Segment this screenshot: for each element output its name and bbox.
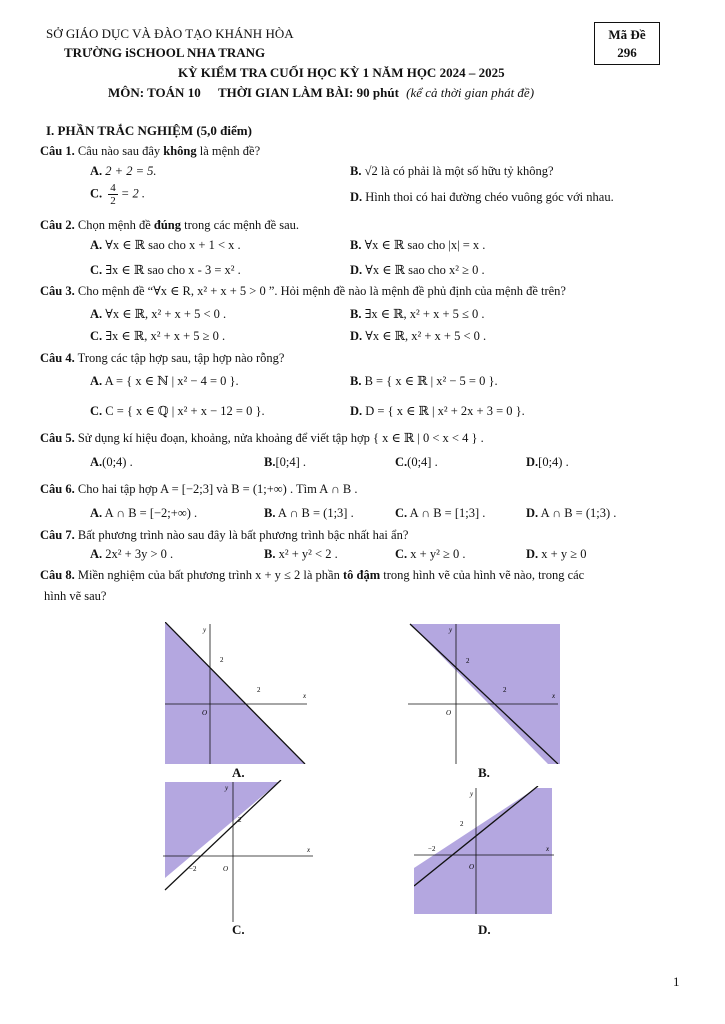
option-text: ∃x ∈ ℝ sao cho x - 3 = x² . [105,263,241,277]
school-name: TRƯỜNG iSCHOOL NHA TRANG [64,45,266,60]
exam-code-box [594,22,660,65]
section-title: I. PHẦN TRẮC NGHIỆM (5,0 điểm) [46,123,252,138]
question-text-bold: đúng [153,218,182,232]
option-2c[interactable] [90,262,241,278]
option-text: ∀x ∈ ℝ, x² + x + 5 < 0 . [105,307,227,321]
option-letter: C. [395,455,408,469]
option-6d[interactable] [526,506,616,521]
option-text: A = { x ∈ ℕ | x² − 4 = 0 }. [104,374,239,388]
question-label: Câu 5. [40,431,75,445]
option-7b[interactable] [264,547,338,562]
option-text: B = { x ∈ ℝ | x² − 5 = 0 }. [364,374,498,388]
page-number: 1 [673,974,680,989]
option-7d[interactable] [526,547,586,562]
option-text: A ∩ B = (1;3] . [277,506,354,520]
question-2 [40,218,299,233]
option-text: x + y² ≥ 0 . [410,547,466,561]
option-text: ∃x ∈ ℝ, x² + x + 5 ≤ 0 . [364,307,485,321]
option-letter: A. [90,164,103,178]
option-2a[interactable] [90,237,241,253]
option-letter: D. [526,455,539,469]
question-label: Câu 8. [40,568,75,582]
graph-b-label: B. [478,765,490,780]
graph-tick-x: −2 [189,865,197,873]
option-4a[interactable] [90,373,239,389]
graph-axis-x-label: x [552,692,556,700]
option-letter: B. [350,238,362,252]
option-6a[interactable] [90,506,197,521]
option-text: x² + y² < 2 . [278,547,338,561]
option-text: Hình thoi có hai đường chéo vuông góc với nhau. [365,190,614,204]
graph-axis-x-label: x [303,692,307,700]
graph-tick-y: 2 [220,656,224,664]
graph-tick-y: 2 [460,820,464,828]
question-text-bold: không [163,144,197,158]
option-letter: A. [90,506,103,520]
question-8-line-2: hình vẽ sau? [44,589,107,603]
option-letter: C. [90,186,103,201]
option-letter: A. [90,547,103,561]
option-1a[interactable] [90,164,157,179]
graph-b[interactable] [408,622,560,764]
question-label: Câu 2. [40,218,75,232]
option-letter: A. [90,374,103,388]
option-text: A ∩ B = [−2;+∞) . [104,506,198,520]
option-text: ∀x ∈ ℝ, x² + x + 5 < 0 . [365,329,487,343]
question-text: Bất phương trình nào sau đây là bất phương trình bậc nhất hai ẩn? [77,528,409,542]
graph-tick-y: 2 [466,657,470,665]
exam-title: KỲ KIỂM TRA CUỐI HỌC KỲ 1 NĂM HỌC 2024 – 2025 [178,65,505,80]
option-letter: C. [395,506,408,520]
question-text: trong các mệnh đề sau. [184,218,300,232]
option-letter: C. [395,547,408,561]
option-letter: A. [90,238,103,252]
option-text: ∀x ∈ ℝ sao cho x + 1 < x . [105,238,241,252]
question-text: Câu nào sau đây [77,144,161,158]
option-letter: C. [90,263,103,277]
time-limit: THỜI GIAN LÀM BÀI: 90 phút [217,85,399,100]
question-4 [40,351,284,366]
option-5a[interactable] [90,455,133,470]
question-text: Cho mệnh đề “∀x ∈ R, x² + x + 5 > 0 ”. Hỏi mệnh đề nào là mệnh đề phủ định của mệnh đề trên? [77,284,566,298]
option-5c[interactable] [395,455,438,470]
option-letter: A. [90,455,103,469]
question-7 [40,528,408,543]
graph-axis-y-label: y [203,626,207,634]
question-text: Cho hai tập hợp A = [−2;3] và B = (1;+∞) . Tìm A ∩ B . [77,482,358,496]
subject: MÔN: TOÁN 10 [108,85,201,100]
option-letter: B. [350,164,362,178]
option-letter: B. [264,547,276,561]
graph-a[interactable] [165,622,310,764]
option-4d[interactable] [350,403,525,419]
question-text-bold: tô đậm [342,568,381,582]
option-1c[interactable] [90,182,145,207]
option-2b[interactable] [350,237,485,253]
option-5d[interactable] [526,455,569,470]
graph-d-label: D. [478,922,491,937]
question-text: Chọn mệnh đề [77,218,151,232]
graph-axis-x-label: x [307,846,311,854]
question-label: Câu 4. [40,351,75,365]
graph-tick-x: 2 [257,686,261,694]
question-3 [40,283,566,299]
graph-tick-x: −2 [428,845,436,853]
option-text: √2 là có phải là một số hữu tỷ không? [364,164,554,178]
option-letter: D. [350,263,363,277]
subject-line [108,85,534,101]
option-3b[interactable] [350,306,484,322]
option-letter: B. [264,455,276,469]
question-label: Câu 3. [40,284,75,298]
fraction [108,182,118,207]
option-text: ∃x ∈ ℝ, x² + x + 5 ≥ 0 . [105,329,226,343]
option-6c[interactable] [395,506,485,521]
option-text: 2x² + 3y > 0 . [105,547,174,561]
question-6 [40,482,357,497]
option-7a[interactable] [90,547,173,562]
graph-origin-label: O [223,865,229,873]
graph-axis-y-label: y [225,784,229,792]
option-letter: C. [90,329,103,343]
option-2d[interactable] [350,262,485,278]
option-text: A ∩ B = (1;3) . [540,506,617,520]
option-text: = 2 . [120,186,145,201]
graph-origin-label: O [469,863,475,871]
option-text: ∀x ∈ ℝ sao cho |x| = x . [364,238,486,252]
option-4b[interactable] [350,373,498,389]
question-text: Miền nghiệm của bất phương trình x + y ≤ 2 là phần [77,568,340,582]
option-letter: D. [526,506,539,520]
option-text: x + y ≥ 0 [541,547,587,561]
option-letter: B. [350,307,362,321]
question-text: trong hình vẽ của hình vẽ nào, trong các [383,568,585,582]
exam-code-value: 296 [617,45,637,60]
option-1d[interactable] [350,190,614,205]
option-3c[interactable] [90,328,225,344]
question-text: Sử dụng kí hiệu đoạn, khoảng, nửa khoảng để viết tập hợp { x ∈ ℝ | 0 < x < 4 } . [77,431,484,445]
option-5b[interactable] [264,455,306,470]
time-note: (kể cả thời gian phát đề) [406,85,535,100]
graph-tick-x: 2 [503,686,507,694]
option-3d[interactable] [350,328,486,344]
option-text: D = { x ∈ ℝ | x² + 2x + 3 = 0 }. [365,404,525,418]
graph-axis-y-label: y [449,626,453,634]
question-label: Câu 6. [40,482,75,496]
question-5 [40,430,484,446]
graph-a-label: A. [232,765,245,780]
option-letter: B. [264,506,276,520]
graph-axis-y-label: y [470,790,474,798]
graph-origin-label: O [202,709,208,717]
option-text: [0;4] . [275,455,307,469]
question-text: Trong các tập hợp sau, tập hợp nào rỗng? [77,351,285,365]
graph-tick-y: 2 [238,816,242,824]
option-text: [0;4) . [538,455,569,469]
option-6b[interactable] [264,506,354,521]
option-text: 2 + 2 = 5. [105,164,157,178]
option-4c[interactable] [90,403,265,419]
option-letter: C. [90,404,103,418]
option-text: (0;4] . [407,455,438,469]
option-text: ∀x ∈ ℝ sao cho x² ≥ 0 . [365,263,485,277]
option-letter: A. [90,307,103,321]
option-text: C = { x ∈ ℚ | x² + x − 12 = 0 }. [105,404,265,418]
exam-code-label: Mã Đề [608,27,646,42]
option-text: (0;4) . [102,455,133,469]
option-letter: D. [350,190,363,204]
graph-d[interactable] [414,786,556,916]
option-7c[interactable] [395,547,465,562]
graph-c-label: C. [232,922,245,937]
fraction-denominator: 2 [110,195,116,207]
graph-origin-label: O [446,709,452,717]
option-letter: B. [350,374,362,388]
fraction-numerator: 4 [110,182,116,194]
question-label: Câu 1. [40,144,75,158]
graph-axis-x-label: x [546,845,550,853]
question-8 [40,568,584,583]
department-name: SỞ GIÁO DỤC VÀ ĐÀO TẠO KHÁNH HÒA [46,26,294,41]
option-text: A ∩ B = [1;3] . [409,506,486,520]
option-3a[interactable] [90,306,226,322]
option-letter: D. [526,547,539,561]
option-letter: D. [350,329,363,343]
option-letter: D. [350,404,363,418]
question-label: Câu 7. [40,528,75,542]
question-text: là mệnh đề? [199,144,261,158]
graph-shaded-region [165,782,279,878]
option-1b[interactable] [350,164,554,179]
graph-c[interactable] [163,780,319,922]
question-1 [40,144,260,159]
